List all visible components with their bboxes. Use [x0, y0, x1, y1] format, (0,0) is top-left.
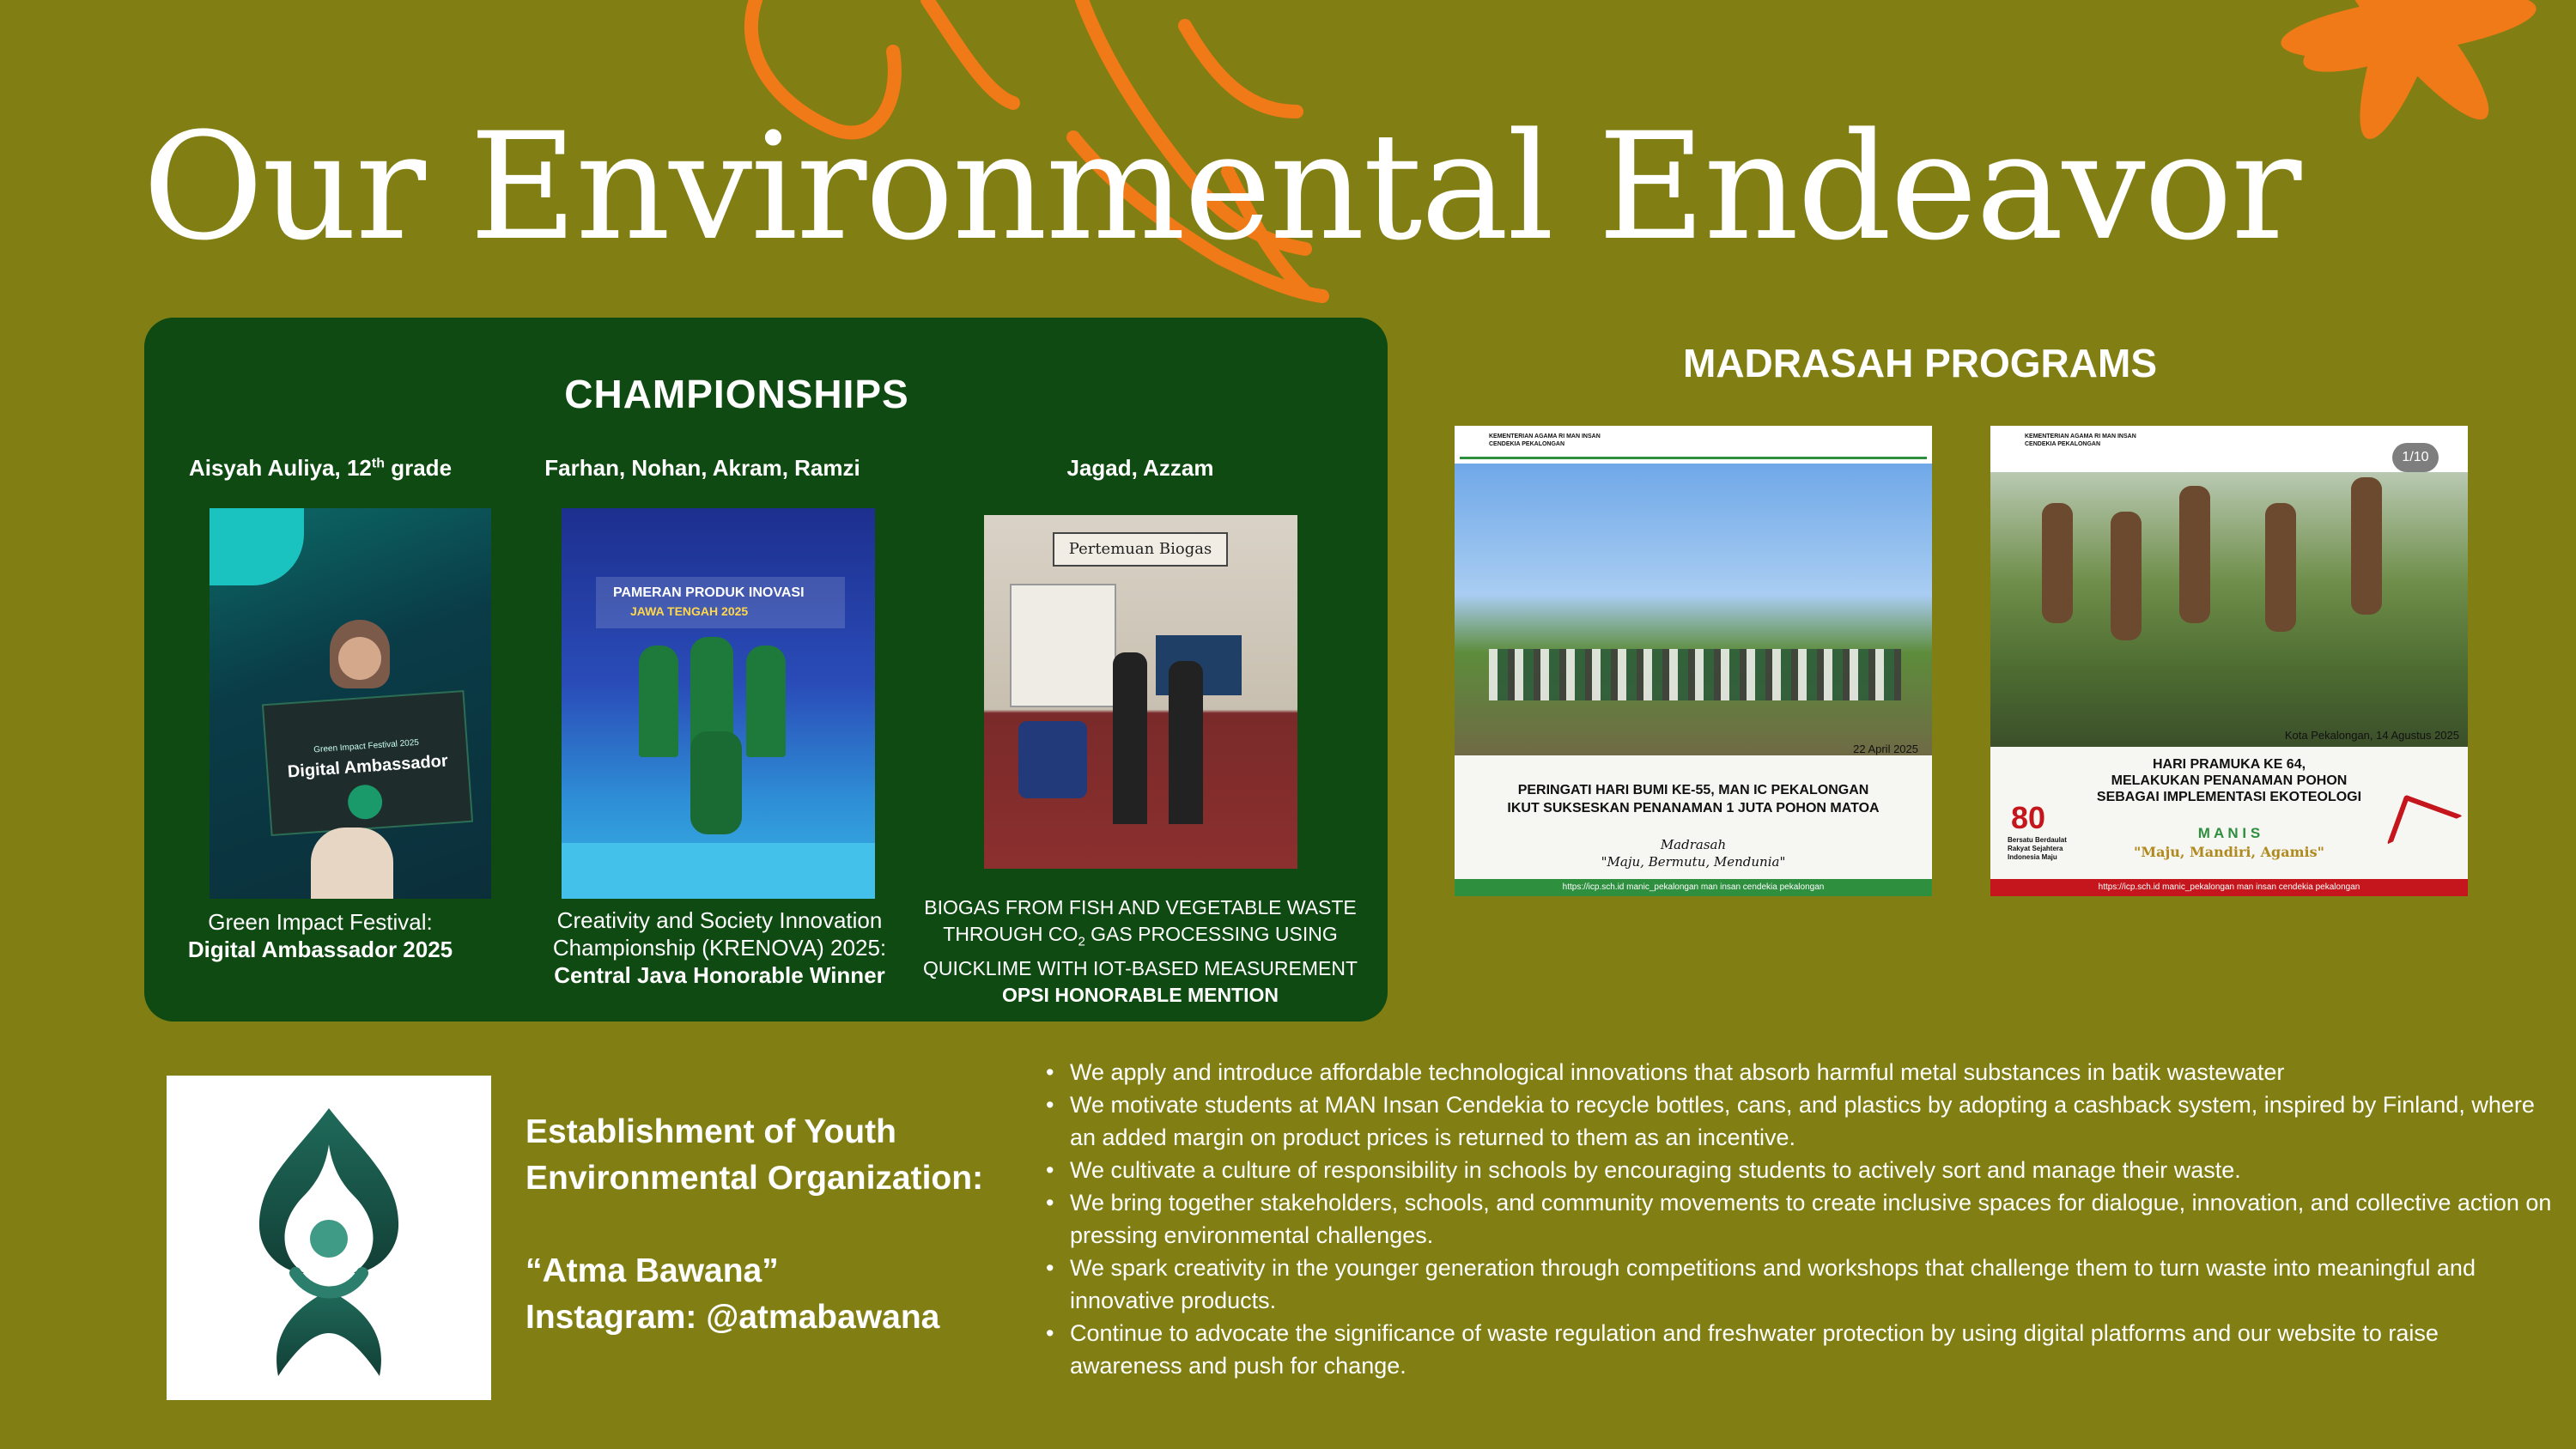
post-footer: https://icp.sch.id manic_pekalongan man insan cendekia pekalongan [1562, 882, 1825, 892]
org-line: Environmental Organization: [526, 1160, 984, 1197]
initiative-item: • We bring together stakeholders, schools, and community movements to create inclusive spaces for dialogue, innovation, and collective action on pressing environmental challenges. [1042, 1186, 2554, 1252]
post-motto: "Maju, Mandiri, Agamis" [2134, 844, 2324, 860]
photo-title-text: Digital Ambassador [287, 751, 449, 782]
initiative-item: • We motivate students at MAN Insan Cendekia to recycle bottles, cans, and plastics by adopting a cashback system, inspired by Finland, where an added margin on product prices is returned to them as an incentive. [1042, 1088, 2554, 1154]
champion-name-2: Farhan, Nohan, Akram, Ramzi [544, 455, 860, 481]
madrasah-post-1[interactable] [1455, 426, 1932, 896]
initiatives-list [1042, 1056, 2554, 1382]
post-tagline: Madrasah [1660, 837, 1727, 852]
photo-badge-text: Green Impact Festival 2025 [313, 737, 420, 755]
post-headline: SEBAGAI IMPLEMENTASI EKOTEOLOGI [2096, 790, 2362, 804]
post-date: Kota Pekalongan, 14 Agustus 2025 [2284, 729, 2459, 742]
badge-text: Bersatu Berdaulat Rakyat Sejahtera Indonesia Maju [2008, 836, 2067, 861]
org-line: Establishment of Youth [526, 1113, 896, 1150]
post-headline: IKUT SUKSESKAN PENANAMAN 1 JUTA POHON MATOA [1507, 801, 1880, 815]
madrasah-heading: MADRASAH PROGRAMS [1683, 341, 2157, 385]
post-date: 22 April 2025 [1853, 743, 1918, 755]
initiative-item: • We apply and introduce affordable technological innovations that absorb harmful metal substances in batik wastewater [1042, 1056, 2554, 1088]
photo-sub-text: JAWA TENGAH 2025 [630, 604, 749, 618]
anniversary-badge: 80 [2011, 800, 2046, 835]
post-headline: HARI PRAMUKA KE 64, [2152, 757, 2306, 772]
page-title: Our Environmental Endeavor [143, 100, 2300, 273]
post-header: KEMENTERIAN AGAMA RI MAN INSAN CENDEKIA PEKALONGAN [2025, 433, 2136, 447]
champion-photo-3 [984, 515, 1297, 869]
championships-panel [144, 318, 1388, 1022]
champion-photo-1 [210, 508, 491, 899]
organization-info [526, 1109, 983, 1341]
post-footer: https://icp.sch.id manic_pekalongan man insan cendekia pekalongan [2098, 882, 2360, 892]
photo-sign-text: Pertemuan Biogas [1053, 532, 1228, 567]
champion-name-3: Jagad, Azzam [1066, 455, 1214, 481]
champion-photo-2 [562, 508, 875, 899]
post-header: KEMENTERIAN AGAMA RI MAN INSAN CENDEKIA PEKALONGAN [1489, 433, 1601, 447]
championships-heading: CHAMPIONSHIPS [564, 372, 909, 416]
initiative-item: • Continue to advocate the significance of waste regulation and freshwater protection by using digital platforms and our website to raise awareness and push for change. [1042, 1317, 2554, 1382]
post-headline: PERINGATI HARI BUMI KE-55, MAN IC PEKALONGAN [1517, 783, 1869, 797]
champion-caption-3: BIOGAS FROM FISH AND VEGETABLE WASTE THROUGH $CO_2$ GAS PROCESSING USING QUICKLIME WITH IOT-BASED MEASUREMENT OPSI HONORABLE MENTION [922, 896, 1358, 1006]
org-instagram[interactable]: Instagram: @atmabawana [526, 1299, 940, 1336]
photo-banner-text: PAMERAN PRODUK INOVASI [613, 585, 805, 600]
carousel-counter: 1/10 [2392, 443, 2439, 472]
champion-caption-1: Green Impact Festival: Digital Ambassador 2025 [187, 909, 453, 962]
post-motto: "Maju, Bermutu, Mendunia" [1601, 854, 1786, 870]
initiative-item: • We cultivate a culture of responsibility in schools by encouraging students to actively sort and manage their waste. [1042, 1154, 2554, 1186]
initiative-item: • We spark creativity in the younger generation through competitions and workshops that challenge them to turn waste into meaningful and innovative products. [1042, 1252, 2554, 1317]
org-name: “Atma Bawana” [526, 1252, 779, 1289]
champion-caption-2: Creativity and Society Innovation Championship (KRENOVA) 2025: Central Java Honorable Winner [552, 907, 887, 988]
leaf-logo-icon [167, 1076, 491, 1400]
atma-bawana-logo [167, 1076, 491, 1400]
post-tagline: M A N I S [2197, 825, 2261, 841]
champion-name-1: Aisyah Auliya, 12th grade [188, 455, 453, 481]
post-headline: MELAKUKAN PENANAMAN POHON [2111, 773, 2348, 788]
madrasah-post-2[interactable] [1990, 426, 2468, 896]
